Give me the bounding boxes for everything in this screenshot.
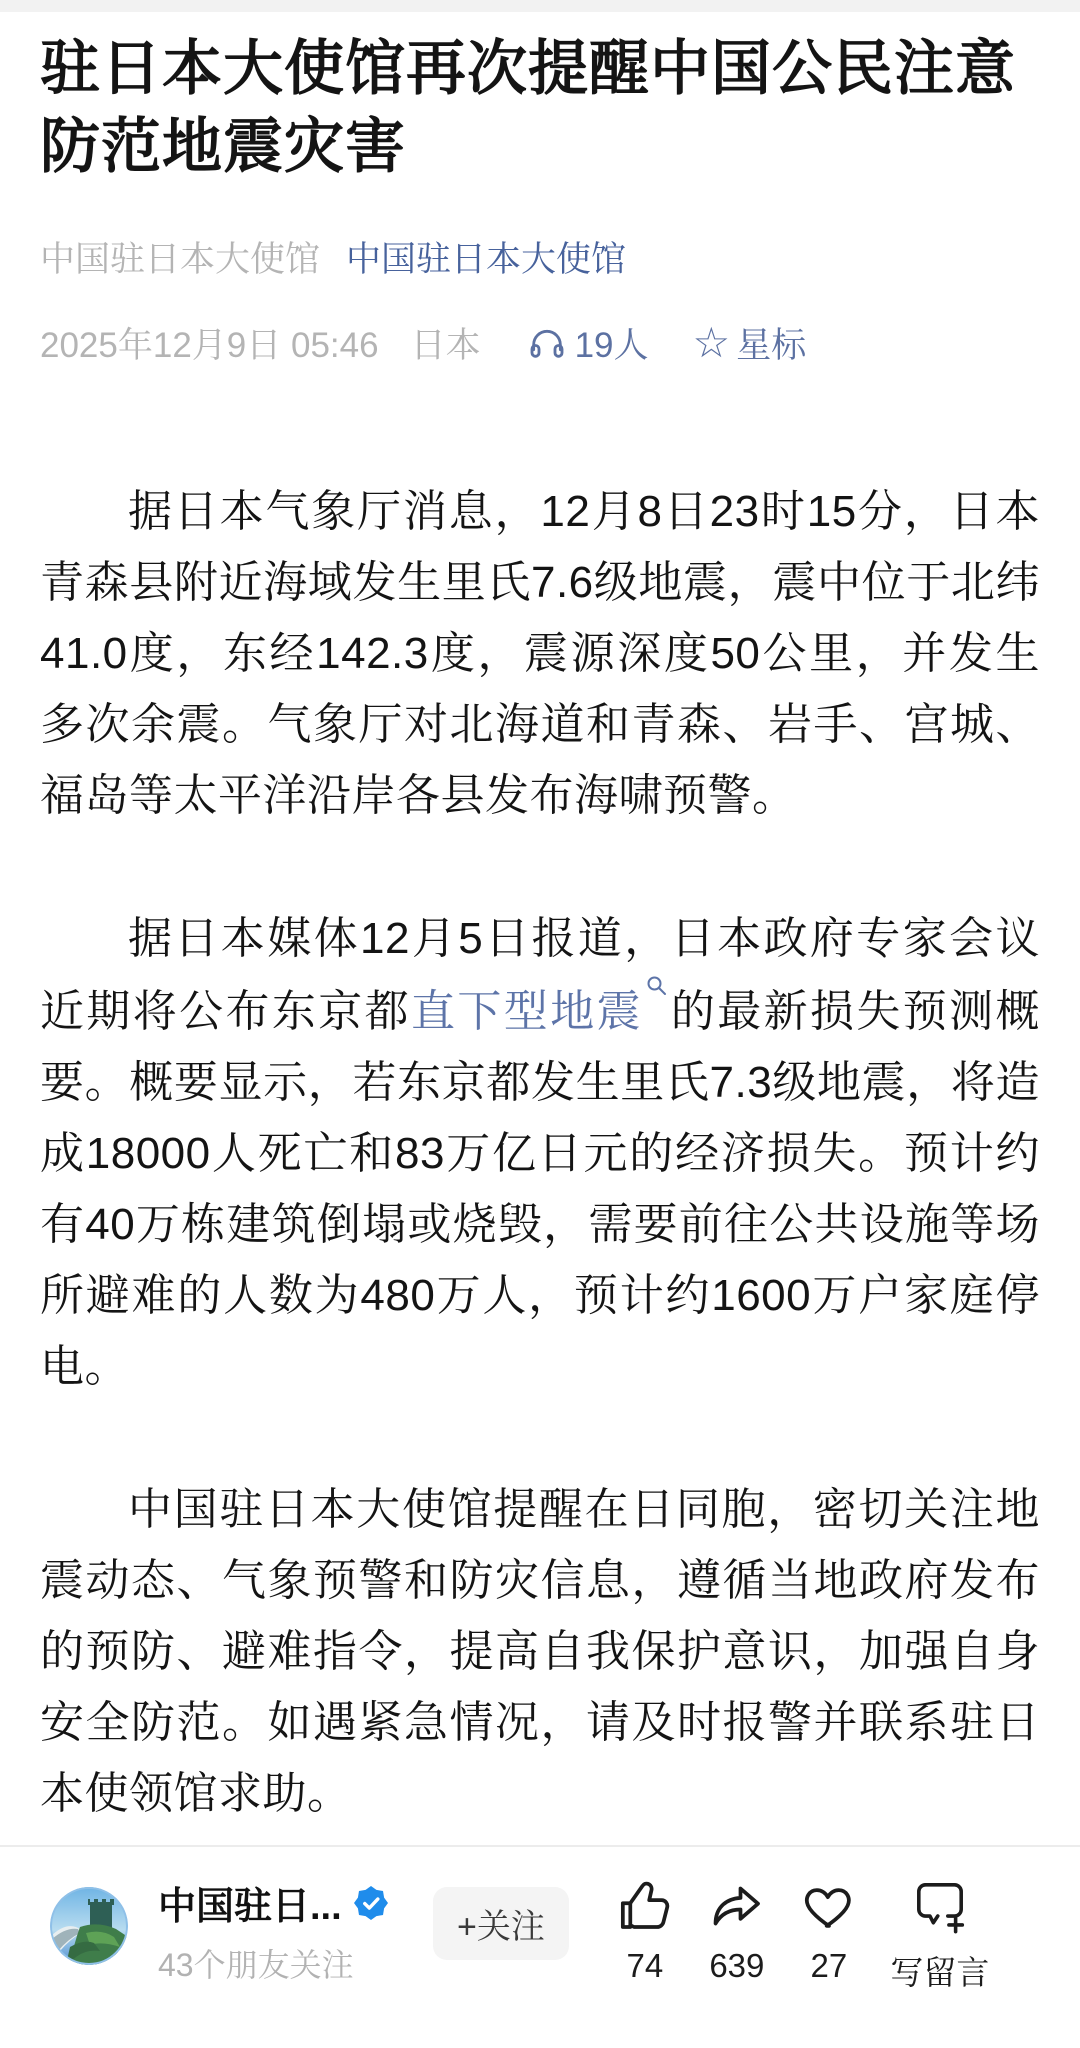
article-title: 驻日本大使馆再次提醒中国公民注意防范地震灾害 [40, 35, 1016, 180]
comment-label: 写留言 [890, 1954, 990, 1991]
status-bar-strip [0, 0, 1080, 12]
share-button[interactable] [691, 1875, 783, 1994]
action-buttons [599, 1875, 1005, 1994]
source-row [40, 232, 1040, 282]
thumbs-up-icon [617, 1878, 673, 1934]
follow-button[interactable]: +关注 [433, 1887, 569, 1960]
article-body [40, 476, 1040, 1829]
bottom-action-bar [0, 1845, 1080, 2048]
star-icon: ☆ [692, 319, 731, 366]
listen-button[interactable] [527, 318, 649, 368]
account-avatar[interactable] [50, 1887, 128, 1965]
like-button[interactable] [599, 1875, 691, 1994]
comment-button[interactable] [875, 1875, 1005, 1994]
like-count: 74 [626, 1947, 664, 1984]
heart-icon [801, 1878, 857, 1934]
share-arrow-icon [709, 1878, 765, 1934]
meta-row [40, 318, 1040, 368]
star-label: 星标 [736, 326, 807, 365]
favorite-count: 27 [810, 1947, 848, 1984]
inline-topic-link[interactable]: 直下型地震 [411, 987, 643, 1036]
share-count: 639 [709, 1947, 765, 1984]
paragraph-2-text-before: 据日本媒体12月5日报道，日本政府专家会议近期将公布东京都 [40, 914, 1040, 1036]
headphone-icon [527, 323, 567, 363]
article-view [0, 30, 1080, 1829]
paragraph-2-text-after: 的最新损失预测概要。概要显示，若东京都发生里氏7.3级地震，将造成18000人死亡和83万亿日元的经济损失。预计约有40万栋建筑倒塌或烧毁，需要前往公共设施等场所避难的人数为480万人，预计约1600万户家庭停电。 [40, 987, 1041, 1391]
account-name[interactable]: 中国驻日... [158, 1886, 342, 1928]
friends-follow-label: 43个朋友关注 [158, 1947, 354, 1983]
paragraph-2 [40, 903, 1040, 1402]
publish-date: 2025年12月9日 05:46 [40, 326, 379, 365]
paragraph-3 [40, 1474, 1040, 1829]
search-icon[interactable] [645, 974, 669, 998]
paragraph-1 [40, 476, 1040, 831]
favorite-button[interactable] [783, 1875, 875, 1994]
comment-icon [911, 1877, 969, 1935]
listen-count: 19人 [574, 326, 649, 365]
verified-badge-icon [354, 1886, 388, 1920]
source-name: 中国驻日本大使馆 [40, 240, 321, 279]
paragraph-3-text: 中国驻日本大使馆提醒在日同胞，密切关注地震动态、气象预警和防灾信息，遵循当地政府发布的预防、避难指令，提高自我保护意识，加强自身安全防范。如遇紧急情况，请及时报警并联系驻日本使领馆求助。 [40, 1485, 1040, 1818]
paragraph-1-text: 据日本气象厅消息，12月8日23时15分，日本青森县附近海域发生里氏7.6级地震，震中位于北纬41.0度，东经142.3度，震源深度50公里，并发生多次余震。气象厅对北海道和青森、岩手、宫城、福岛等太平洋沿岸各县发布海啸预警。 [40, 487, 1040, 820]
publish-region: 日本 [410, 326, 481, 365]
account-info[interactable] [158, 1875, 408, 1986]
account-link[interactable]: 中国驻日本大使馆 [346, 240, 627, 279]
star-button[interactable] [693, 318, 807, 368]
great-wall-avatar-image [50, 1887, 128, 1965]
